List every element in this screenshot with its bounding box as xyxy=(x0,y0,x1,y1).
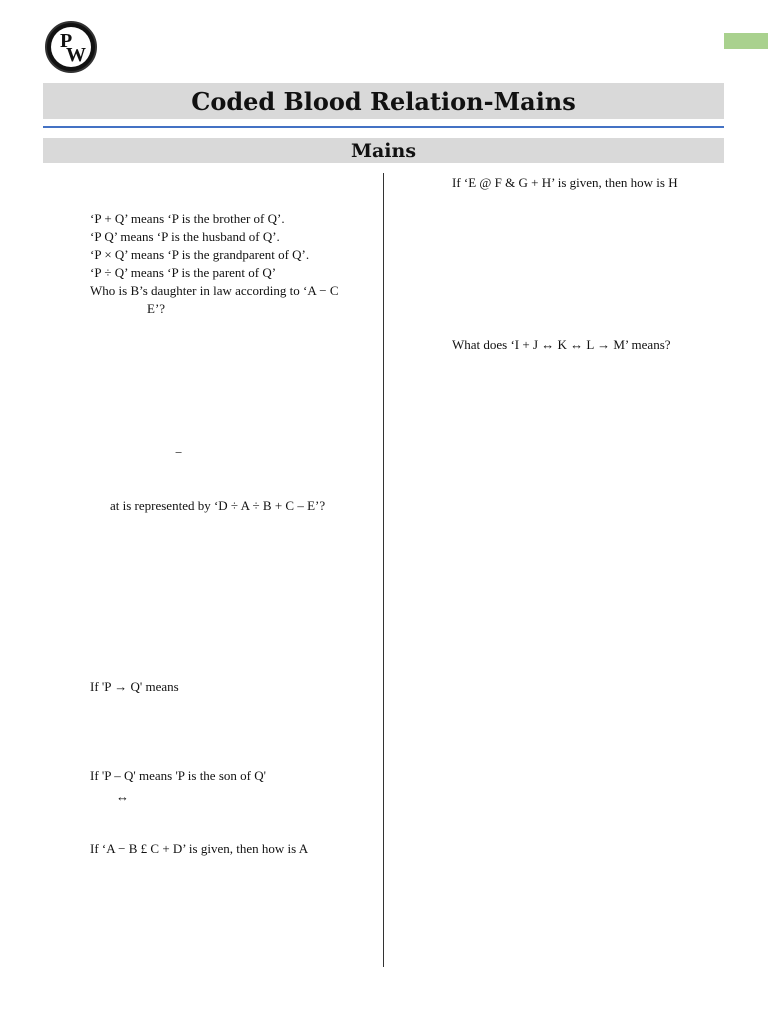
question-what-means: What does ‘I + J ↔ K ↔ L → M’ means? xyxy=(452,337,671,352)
logo-letter-p: P xyxy=(60,30,73,52)
corner-tab xyxy=(724,33,768,49)
definition-husband: ‘P Q’ means ‘P is the husband of Q’. xyxy=(90,229,280,244)
question-daughter-in-law-cont: E’? xyxy=(147,301,166,316)
title-rule xyxy=(43,126,724,128)
pw-logo xyxy=(45,21,97,73)
title-bar xyxy=(43,83,724,119)
column-divider xyxy=(383,173,384,967)
definition-brother: ‘P + Q’ means ‘P is the brother of Q’. xyxy=(90,211,285,226)
definition-parent: ‘P ÷ Q’ means ‘P is the parent of Q’ xyxy=(90,265,277,280)
question-represented: at is represented by ‘D ÷ A ÷ B + C – E’? xyxy=(110,498,326,513)
section-title: Mains xyxy=(350,139,417,162)
logo-inner-circle xyxy=(51,27,91,67)
definition-grandparent: ‘P × Q’ means ‘P is the grandparent of Q’. xyxy=(90,247,310,262)
question-arrow-means: If 'P → Q' means xyxy=(90,679,179,694)
section-bar xyxy=(43,138,724,163)
stray-dash: − xyxy=(175,445,183,460)
question-how-is-h: If ‘E @ F & G + H’ is given, then how is H xyxy=(452,175,678,190)
page-title: Coded Blood Relation-Mains xyxy=(191,86,576,116)
symbol-double-arrow: ↔ xyxy=(116,789,129,804)
question-daughter-in-law: Who is B’s daughter in law according to ‘A − C xyxy=(90,283,339,298)
logo-letter-w: W xyxy=(66,44,86,66)
question-son-of: If 'P – Q' means 'P is the son of Q' xyxy=(90,768,266,783)
question-how-is-a: If ‘A − B £ C + D’ is given, then how is A xyxy=(90,841,309,856)
